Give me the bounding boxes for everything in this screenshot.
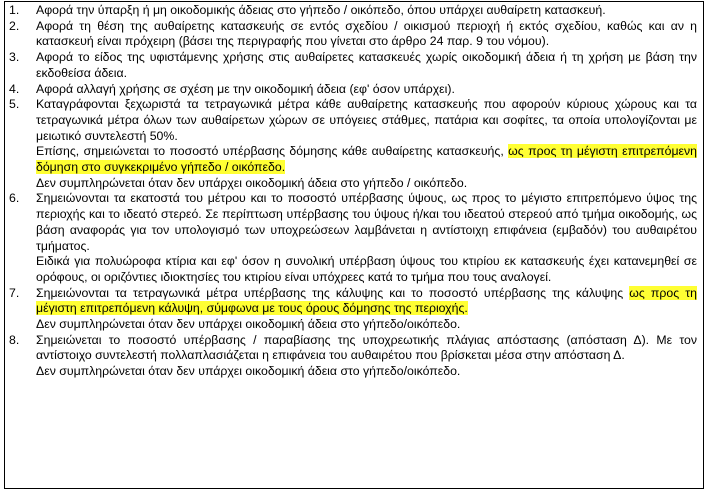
note-number: 5. xyxy=(9,97,20,112)
highlighted-text: ως προς τη μέγιστη επιτρεπόμενη κάλυψη, σύμφωνα με τους όρους δόμησης της περιοχής. xyxy=(36,285,697,316)
note-body xyxy=(36,333,697,380)
note-text-with-highlight xyxy=(36,144,697,175)
note-text: Καταγράφονται ξεχωριστά τα τετραγωνικά μέτρα κάθε αυθαίρετης κατασκευής που αφορούν κύριους χώρους και τα τετραγωνικά μέτρα όλων των αυθαίρετων χώρων σε υπόγειες στάθμες, πατάρια και σοφίτες, τα οποία υπολογίζονται με μειωτικό συντελεστή 50%. xyxy=(36,97,697,143)
note-text-plain: Σημειώνονται τα τετραγωνικά μέτρα υπέρβασης της κάλυψης και το ποσοστό υπέρβασης της κάλυψης xyxy=(36,285,630,300)
note-item-2 xyxy=(9,19,697,50)
note-text: Αφορά τη θέση της αυθαίρετης κατασκευής σε εντός σχεδίου / οικισμού περιοχή ή εκτός σχεδίου, καθώς και αν η κατασκευή είναι πρόχειρη (βάσει της περιγραφής που γίνεται στο άρθρο 24 παρ. 9 του νόμου). xyxy=(36,18,697,49)
note-item-7 xyxy=(9,286,697,333)
note-text: Αφορά την ύπαρξη ή μη οικοδομικής άδειας στο γήπεδο / οικόπεδο, όπου υπάρχει αυθαίρετη κατασκευή. xyxy=(36,3,606,17)
notes-list xyxy=(9,3,697,380)
note-item-5 xyxy=(9,97,697,191)
note-number: 4. xyxy=(9,81,20,96)
note-text-with-highlight xyxy=(36,286,697,317)
note-body xyxy=(36,191,697,285)
note-text: Δεν συμπληρώνεται όταν δεν υπάρχει οικοδομική άδεια στο γήπεδο / οικόπεδο. xyxy=(36,175,468,190)
note-text-plain: Επίσης, σημειώνεται το ποσοστό υπέρβασης δόμησης κάθε αυθαίρετης κατασκευής, xyxy=(36,144,509,159)
note-number: 2. xyxy=(9,18,20,33)
note-item-4 xyxy=(9,82,697,98)
note-text: Αφορά αλλαγή χρήσης σε σχέση με την οικοδομική άδεια (εφ' όσον υπάρχει). xyxy=(36,81,455,96)
note-item-6 xyxy=(9,191,697,285)
note-body xyxy=(36,3,697,19)
note-body xyxy=(36,19,697,50)
note-text: Δεν συμπληρώνεται όταν δεν υπάρχει οικοδομική άδεια στο γήπεδο/οικόπεδο. xyxy=(36,317,461,332)
note-item-8 xyxy=(9,333,697,380)
note-body xyxy=(36,82,697,98)
note-text: Ειδικά για πολυώροφα κτίρια και εφ' όσον η συνολική υπέρβαση ύψους του κτιρίου εκ κατασκευής έχει κατανεμηθεί σε ορόφους, οι οριζόντιες ιδιοκτησίες του κτιρίου είναι υπόχρεες κατά το τμήμα που τους αναλογεί. xyxy=(36,254,697,284)
note-text: Δεν συμπληρώνεται όταν δεν υπάρχει οικοδομική άδεια στο γήπεδο/οικόπεδο. xyxy=(36,364,461,379)
note-body xyxy=(36,97,697,191)
note-body xyxy=(36,50,697,81)
note-number: 7. xyxy=(9,285,20,300)
note-item-3 xyxy=(9,50,697,81)
note-number: 3. xyxy=(9,50,20,65)
note-text: Αφορά το είδος της υφιστάμενης χρήσης στις αυθαίρετες κατασκευές χωρίς οικοδομική άδεια ή τη χρήση με βάση την εκδοθείσα άδεια. xyxy=(36,50,697,80)
note-text: Σημειώνονται τα εκατοστά του μέτρου και το ποσοστό υπέρβασης ύψους, ως προς το μέγιστο επιτρεπόμενο ύψος της περιοχής και το ιδεατό στερεό. Σε περίπτωση υπέρβασης του ύψους ή/και του ιδεατού στερεού από τμήμα οικοδομής, ως βάση αναφοράς για τον υπολογισμό των υποχρεώσεων λαμβάνεται η αντίστοιχη επιφάνεια (εμβαδόν) του αυθαιρέτου τμήματος. xyxy=(36,191,697,253)
highlighted-text: ως προς τη μέγιστη επιτρεπόμενη δόμηση στο συγκεκριμένο γήπεδο / οικόπεδο. xyxy=(36,144,697,175)
note-text: Σημειώνεται το ποσοστό υπέρβασης / παραβίασης της υποχρεωτικής πλάγιας απόστασης (απόσταση Δ). Με τον αντίστοιχο συντελεστή πολλαπλασιάζεται η επιφάνεια του αυθαιρέτου που βρίσκεται μέσα στην απόσταση Δ. xyxy=(36,332,697,363)
notes-document xyxy=(4,1,704,489)
note-body xyxy=(36,286,697,333)
note-number: 1. xyxy=(9,3,20,17)
note-number: 8. xyxy=(9,332,20,347)
note-item-1 xyxy=(9,3,697,19)
note-number: 6. xyxy=(9,191,20,206)
